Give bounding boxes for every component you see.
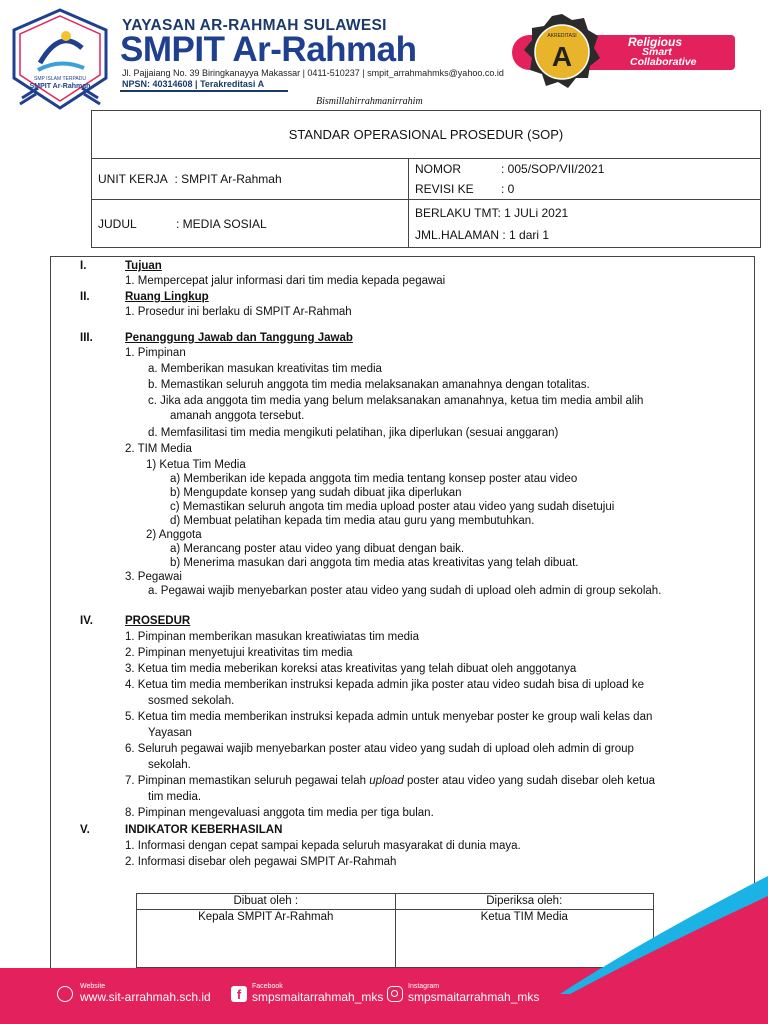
list-item-continuation: sekolah. xyxy=(148,759,191,771)
nomor-value: : 005/SOP/VII/2021 xyxy=(501,162,605,176)
header-underline xyxy=(120,90,288,92)
slogan-collaborative: Collaborative xyxy=(630,56,697,68)
section-3-title: Penanggung Jawab dan Tanggung Jawab xyxy=(125,332,353,344)
school-name: SMPIT Ar-Rahmah xyxy=(120,30,417,69)
school-address: Jl. Pajjaiang No. 39 Biringkanayya Makassar | 0411-510237 | smpit_arrahmahmks@yahoo.co.id xyxy=(122,68,504,78)
accreditation-medal-icon xyxy=(522,12,602,92)
made-by-name: Kepala SMPIT Ar-Rahmah xyxy=(137,910,396,968)
list-item-continuation: tim media. xyxy=(148,791,202,803)
section-4-number: IV. xyxy=(80,615,94,627)
list-item: 2. Pimpinan menyetujui kreativitas tim media xyxy=(125,647,353,659)
judul-value: : MEDIA SOSIAL xyxy=(176,216,267,231)
nomor-cell xyxy=(409,159,761,200)
logo-top-text: SMP ISLAM TERPADU xyxy=(34,76,86,82)
school-logo xyxy=(10,8,110,118)
list-item: c) Memastikan seluruh angota tim media upload poster atau video yang sudah disetujui xyxy=(170,501,615,513)
slogan-text xyxy=(628,37,738,67)
list-item: 4. Ketua tim media memberikan instruksi kepada admin jika poster atau video sudah bisa di upload ke xyxy=(125,679,645,691)
section-2-item: 1. Prosedur ini berlaku di SMPIT Ar-Rahmah xyxy=(125,306,352,318)
instagram-icon xyxy=(387,986,403,1002)
section-2-title: Ruang Lingkup xyxy=(125,291,209,303)
list-item: 2) Anggota xyxy=(146,529,202,541)
list-item-text: 7. Pimpinan memastikan seluruh pegawai telah xyxy=(125,775,370,787)
list-item: d. Memfasilitasi tim media mengikuti pelatihan, jika diperlukan (sesuai anggaran) xyxy=(148,427,559,439)
footer-facebook[interactable] xyxy=(252,983,383,1003)
berlaku-cell xyxy=(409,200,761,248)
facebook-handle: smpsmaitarrahmah_mks xyxy=(252,990,384,1004)
list-item: 2. TIM Media xyxy=(125,443,192,455)
list-item-continuation: Yayasan xyxy=(148,727,192,739)
medal-caption: AKREDITASI xyxy=(547,33,577,39)
footer-website[interactable] xyxy=(80,983,211,1003)
halaman-text: JML.HALAMAN : 1 dari 1 xyxy=(415,227,550,242)
section-5-number: V. xyxy=(80,824,90,836)
list-item: 1. Pimpinan xyxy=(125,347,186,359)
list-item: 3. Ketua tim media meberikan koreksi atas kreativitas yang telah dibuat oleh anggotanya xyxy=(125,663,577,675)
foundation-name: YAYASAN AR-RAHMAH SULAWESI xyxy=(122,17,387,34)
section-5-title: INDIKATOR KEBERHASILAN xyxy=(125,824,283,836)
instagram-label: Instagram xyxy=(408,983,440,990)
npsn-line: NPSN: 40314608 | Terakreditasi A xyxy=(122,79,265,89)
list-item: a. Pegawai wajib menyebarkan poster atau video yang sudah di upload oleh admin di group sekolah. xyxy=(148,585,662,597)
judul-label: JUDUL xyxy=(98,216,137,231)
globe-icon xyxy=(57,986,73,1002)
list-item: d) Membuat pelatihan kepada tim media atau guru yang membutuhkan. xyxy=(170,515,535,527)
logo-name-text: SMPIT Ar-Rahmah xyxy=(29,83,91,90)
list-item: a) Memberikan ide kepada anggota tim media tentang konsep poster atau video xyxy=(170,473,578,485)
list-item-emphasis: upload xyxy=(369,775,404,787)
sop-title: STANDAR OPERASIONAL PROSEDUR (SOP) xyxy=(92,111,761,159)
medal-letter: A xyxy=(551,41,573,72)
list-item-continuation: amanah anggota tersebut. xyxy=(170,410,305,422)
sop-header-table xyxy=(91,110,761,248)
checked-by-header: Diperiksa oleh: xyxy=(395,894,654,910)
list-item: 5. Ketua tim media memberikan instruksi kepada admin untuk menyebar poster ke group wali kelas dan xyxy=(125,711,653,723)
made-by-header: Dibuat oleh : xyxy=(137,894,396,910)
list-item-text: poster atau video yang sudah disebar oleh ketua xyxy=(403,775,656,787)
bismillah-text: Bismillahirrahmanirrahim xyxy=(316,96,423,107)
footer-instagram[interactable] xyxy=(408,983,539,1003)
list-item: b) Menerima masukan dari anggota tim media atas kreativitas yang telah dibuat. xyxy=(170,557,579,569)
unit-kerja-label: UNIT KERJA xyxy=(98,172,168,186)
list-item: a) Merancang poster atau video yang dibuat dengan baik. xyxy=(170,543,465,555)
facebook-label: Facebook xyxy=(252,983,283,990)
berlaku-text: BERLAKU TMT: 1 JULi 2021 xyxy=(415,205,569,220)
section-1-item: 1. Mempercepat jalur informasi dari tim media kepada pegawai xyxy=(125,275,446,287)
website-url: www.sit-arrahmah.sch.id xyxy=(80,990,211,1004)
list-item xyxy=(125,774,655,788)
footer-swoosh xyxy=(560,876,768,996)
revisi-label: REVISI KE xyxy=(415,182,474,196)
list-item-continuation: sosmed sekolah. xyxy=(148,695,235,707)
nomor-label: NOMOR xyxy=(415,162,461,176)
facebook-icon: f xyxy=(231,986,247,1002)
list-item: b. Memastikan seluruh anggota tim media melaksanakan amanahnya dengan totalitas. xyxy=(148,379,590,391)
section-1-number: I. xyxy=(80,260,87,272)
list-item: 8. Pimpinan mengevaluasi anggota tim media per tiga bulan. xyxy=(125,807,434,819)
section-2-number: II. xyxy=(80,291,90,303)
unit-kerja-cell xyxy=(92,159,409,200)
instagram-handle: smpsmaitarrahmah_mks xyxy=(408,990,540,1004)
list-item: 1. Pimpinan memberikan masukan kreatiwiatas tim media xyxy=(125,631,420,643)
list-item: 2. Informasi disebar oleh pegawai SMPIT Ar-Rahmah xyxy=(125,856,397,868)
website-label: Website xyxy=(80,983,106,990)
unit-kerja-value: : SMPIT Ar-Rahmah xyxy=(174,172,282,186)
section-3-number: III. xyxy=(80,332,93,344)
list-item: 1. Informasi dengan cepat sampai kepada seluruh masyarakat di dunia maya. xyxy=(125,840,521,852)
list-item: 1) Ketua Tim Media xyxy=(146,459,246,471)
section-1-title: Tujuan xyxy=(125,260,162,272)
list-item: c. Jika ada anggota tim media yang belum melaksanakan amanahnya, ketua tim media ambil alih xyxy=(148,395,644,407)
slogan-smart: Smart xyxy=(642,46,672,58)
revisi-value: : 0 xyxy=(501,182,515,196)
list-item: 3. Pegawai xyxy=(125,571,182,583)
slogan-religious: Religious xyxy=(628,35,683,49)
section-4-title: PROSEDUR xyxy=(125,615,191,627)
judul-cell xyxy=(92,200,409,248)
checked-by-name: Ketua TIM Media xyxy=(395,910,654,968)
list-item: 6. Seluruh pegawai wajib menyebarkan poster atau video yang sudah di upload oleh admin di group xyxy=(125,743,634,755)
list-item: b) Mengupdate konsep yang sudah dibuat jika diperlukan xyxy=(170,487,462,499)
list-item: a. Memberikan masukan kreativitas tim media xyxy=(148,363,382,375)
